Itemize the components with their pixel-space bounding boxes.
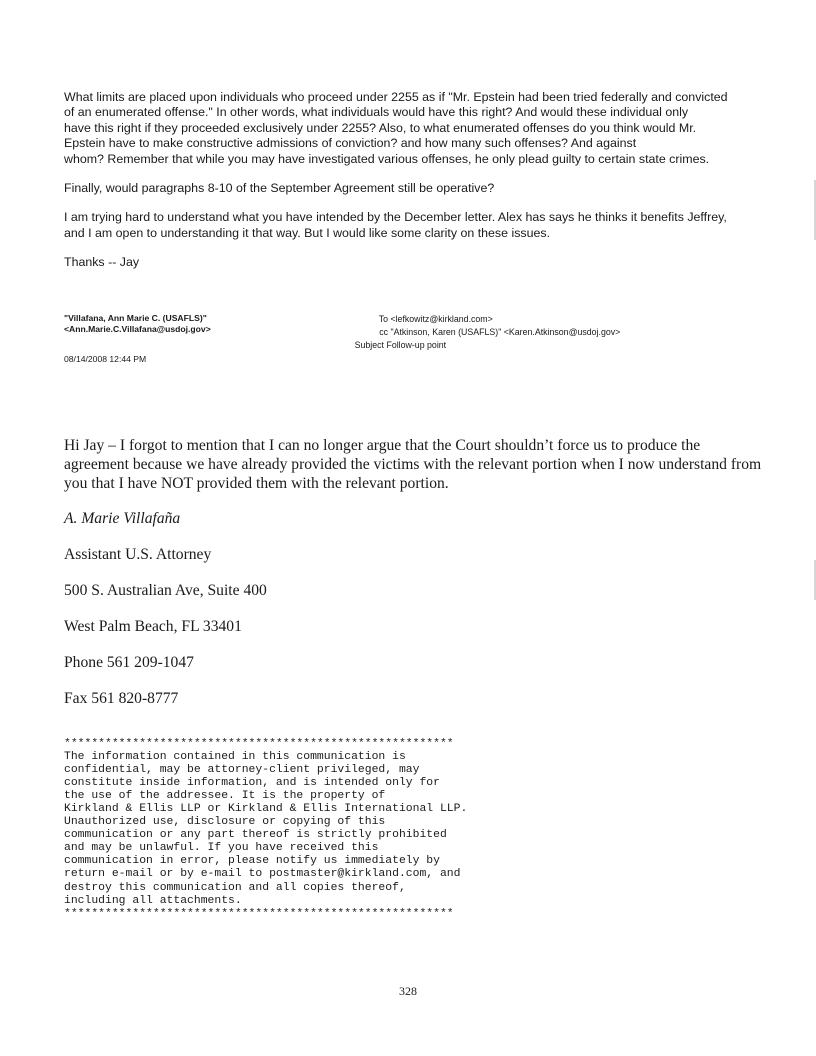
text-line: whom? Remember that while you may have investigated various offenses, he only plead guilty to certain state crimes. <box>64 151 710 166</box>
subject-row <box>354 339 620 352</box>
paragraph-clarity <box>64 210 764 241</box>
quoted-email-body <box>64 90 764 285</box>
sender-name: "Villafana, Ann Marie C. (USAFLS)" <box>64 313 207 323</box>
signature-address-line2: West Palm Beach, FL 33401 <box>64 618 242 635</box>
disclaimer-line: confidential, may be attorney-client privileged, may <box>64 764 420 777</box>
disclaimer-line: destroy this communication and all copies thereof, <box>64 881 406 894</box>
text-line: have this right if they proceeded exclusively under 2255? Also, to what enumerated offenses do you think would Mr. <box>64 120 697 135</box>
paragraph-agreement: Finally, would paragraphs 8-10 of the September Agreement still be operative? <box>64 181 495 196</box>
disclaimer-line: and may be unlawful. If you have received this <box>64 842 379 855</box>
text-line: Epstein have to make constructive admissions of conviction? and how many such offenses? And against <box>64 136 637 151</box>
sent-date: 08/14/2008 12:44 PM <box>64 354 147 364</box>
page-number: 328 <box>399 984 417 998</box>
signature-name: A. Marie Villafaña <box>64 510 181 527</box>
disclaimer-line: including all attachments. <box>64 894 242 907</box>
cc-row <box>358 326 620 339</box>
disclaimer-line: The information contained in this communication is <box>64 751 406 764</box>
signature-phone: Phone 561 209-1047 <box>64 654 194 671</box>
disclaimer-border-top: ********************************************************* <box>64 738 454 750</box>
cc-label: cc <box>379 327 388 337</box>
disclaimer-line: the use of the addressee. It is the property of <box>64 790 386 803</box>
disclaimer-line: Unauthorized use, disclosure or copying of this <box>64 816 386 829</box>
to-label: To <box>378 314 388 324</box>
disclaimer-border-bottom: ********************************************************* <box>64 907 454 920</box>
signature-fax: Fax 561 820-8777 <box>64 690 179 707</box>
confidentiality-disclaimer <box>64 738 467 921</box>
email-body <box>64 436 764 493</box>
text-line: of an enumerated offense." In other words, what individuals would have this right? And would these individual only <box>64 105 689 120</box>
signature-title: Assistant U.S. Attorney <box>64 546 212 563</box>
signoff: Thanks -- Jay <box>64 255 140 270</box>
text-line: and I am open to understanding it that way. But I would like some clarity on these issues. <box>64 225 551 240</box>
disclaimer-line: communication or any part thereof is strictly prohibited <box>64 829 447 842</box>
paragraph-questions <box>64 90 764 167</box>
subject-label: Subject <box>354 340 384 350</box>
subject-value: Follow-up point <box>386 340 447 350</box>
sender-email: <Ann.Marie.C.Villafana@usdoj.gov> <box>64 323 211 334</box>
message-paragraph <box>64 436 764 493</box>
disclaimer-line: communication in error, please notify us immediately by <box>64 855 440 868</box>
header-fields <box>354 313 621 352</box>
text-line: agreement because we have already provided the victims with the relevant portion when I now understand from <box>64 456 762 473</box>
cc-value: "Atkinson, Karen (USAFLS)" <Karen.Atkinson@usdoj.gov> <box>390 327 621 337</box>
to-value: <lefkowitz@kirkland.com> <box>390 314 493 324</box>
sender-block <box>64 313 211 334</box>
text-line: I am trying hard to understand what you have intended by the December letter. Alex has says he thinks it benefits Jeffrey, <box>64 210 727 225</box>
disclaimer-line: return e-mail or by e-mail to postmaster@kirkland.com, and <box>64 868 461 881</box>
text-line: you that I have NOT provided them with the relevant portion. <box>64 475 449 492</box>
to-row <box>358 313 620 326</box>
disclaimer-line: constitute inside information, and is intended only for <box>64 777 440 790</box>
text-line: Hi Jay – I forgot to mention that I can no longer argue that the Court shouldn’t force us to produce the <box>64 437 701 454</box>
signature-address-line1: 500 S. Australian Ave, Suite 400 <box>64 582 267 599</box>
text-line: What limits are placed upon individuals who proceed under 2255 as if "Mr. Epstein had been tried federally and convicted <box>64 90 728 104</box>
disclaimer-line: Kirkland & Ellis LLP or Kirkland & Ellis International LLP. <box>64 803 468 816</box>
